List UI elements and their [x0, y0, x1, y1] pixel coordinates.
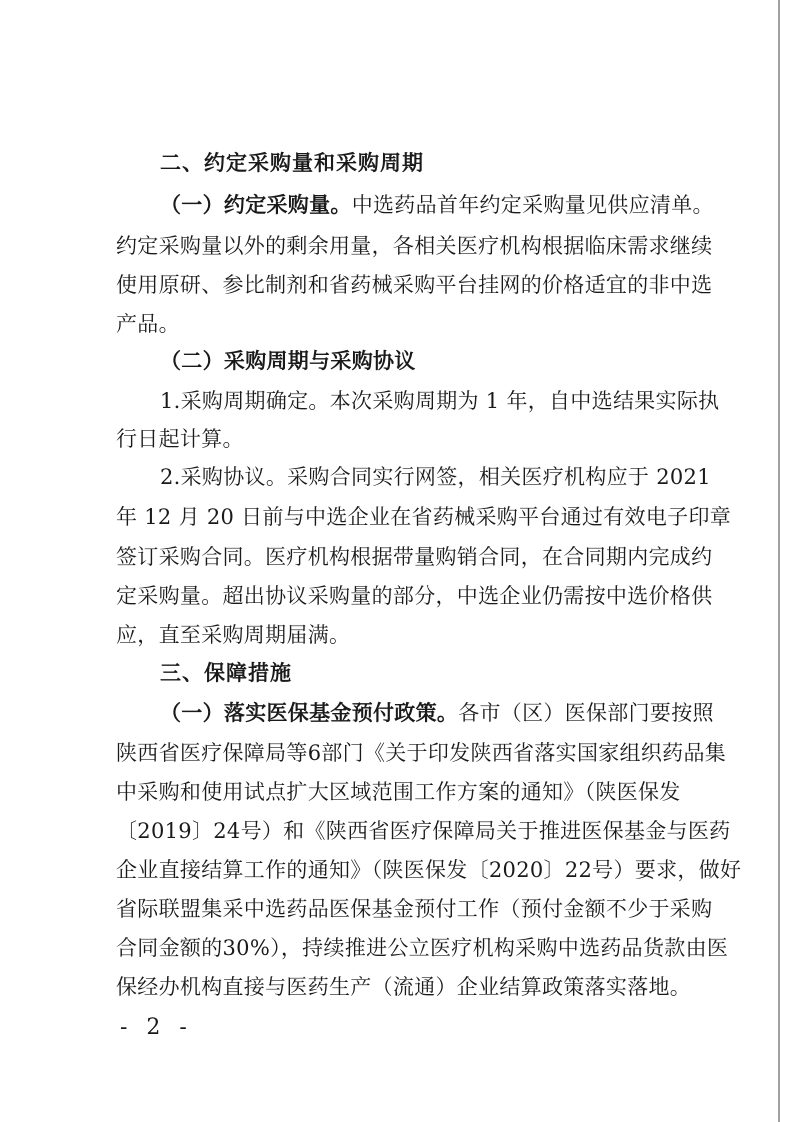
paragraph-line	[160, 190, 740, 220]
paragraph-line: 年 12 月 20 日前与中选企业在省药械采购平台通过有效电子印章	[116, 505, 732, 529]
subheading: （二）采购周期与采购协议	[160, 348, 416, 373]
paragraph-line: 约定采购量以外的剩余用量，各相关医疗机构根据临床需求继续	[116, 234, 713, 258]
paragraph-text: 中选药品首年约定采购量见供应清单。	[351, 193, 714, 217]
paragraph-text: 各市（区）医保部门要按照	[458, 701, 714, 725]
paragraph-line: 陕西省医疗保障局等6部门《关于印发陕西省落实国家组织药品集	[116, 741, 727, 765]
paragraph-line: 应，直至采购周期届满。	[116, 623, 351, 647]
paragraph-line: 签订采购合同。医疗机构根据带量购销合同，在合同期内完成约	[116, 545, 713, 569]
paragraph-line: 保经办机构直接与医药生产（流通）企业结算政策落实落地。	[116, 975, 692, 999]
paragraph-line: 2.采购协议。采购合同实行网签，相关医疗机构应于 2021	[160, 465, 711, 489]
section-heading: 二、约定采购量和采购周期	[160, 151, 424, 175]
paragraph-line: 企业直接结算工作的通知》（陕医保发〔2020〕22号）要求，做好	[116, 858, 742, 882]
paragraph-line: 〔2019〕24号）和《陕西省医疗保障局关于推进医保基金与医药	[116, 819, 731, 843]
section-heading: 三、保障措施	[160, 661, 292, 685]
paragraph-line: 合同金额的30%），持续推进公立医疗机构采购中选药品货款由医	[116, 936, 729, 960]
paragraph-line: 行日起计算。	[116, 427, 244, 451]
subheading-label: （一）落实医保基金预付政策。	[160, 700, 459, 725]
paragraph-line: 定采购量。超出协议采购量的部分，中选企业仍需按中选价格供	[116, 584, 713, 608]
subheading-label: （一）约定采购量。	[160, 192, 352, 217]
paragraph-line: 使用原研、参比制剂和省药械采购平台挂网的价格适宜的非中选	[116, 273, 713, 297]
scan-edge-line	[778, 0, 780, 1122]
paragraph-line: 产品。	[116, 312, 180, 336]
page-number: - 2 -	[120, 1015, 193, 1040]
paragraph-line	[160, 698, 740, 728]
paragraph-line: 省际联盟集采中选药品医保基金预付工作（预付金额不少于采购	[116, 897, 713, 921]
paragraph-line: 中采购和使用试点扩大区域范围工作方案的通知》（陕医保发	[116, 780, 681, 804]
paragraph-line: 1.采购周期确定。本次采购周期为 1 年，自中选结果实际执	[160, 389, 720, 413]
